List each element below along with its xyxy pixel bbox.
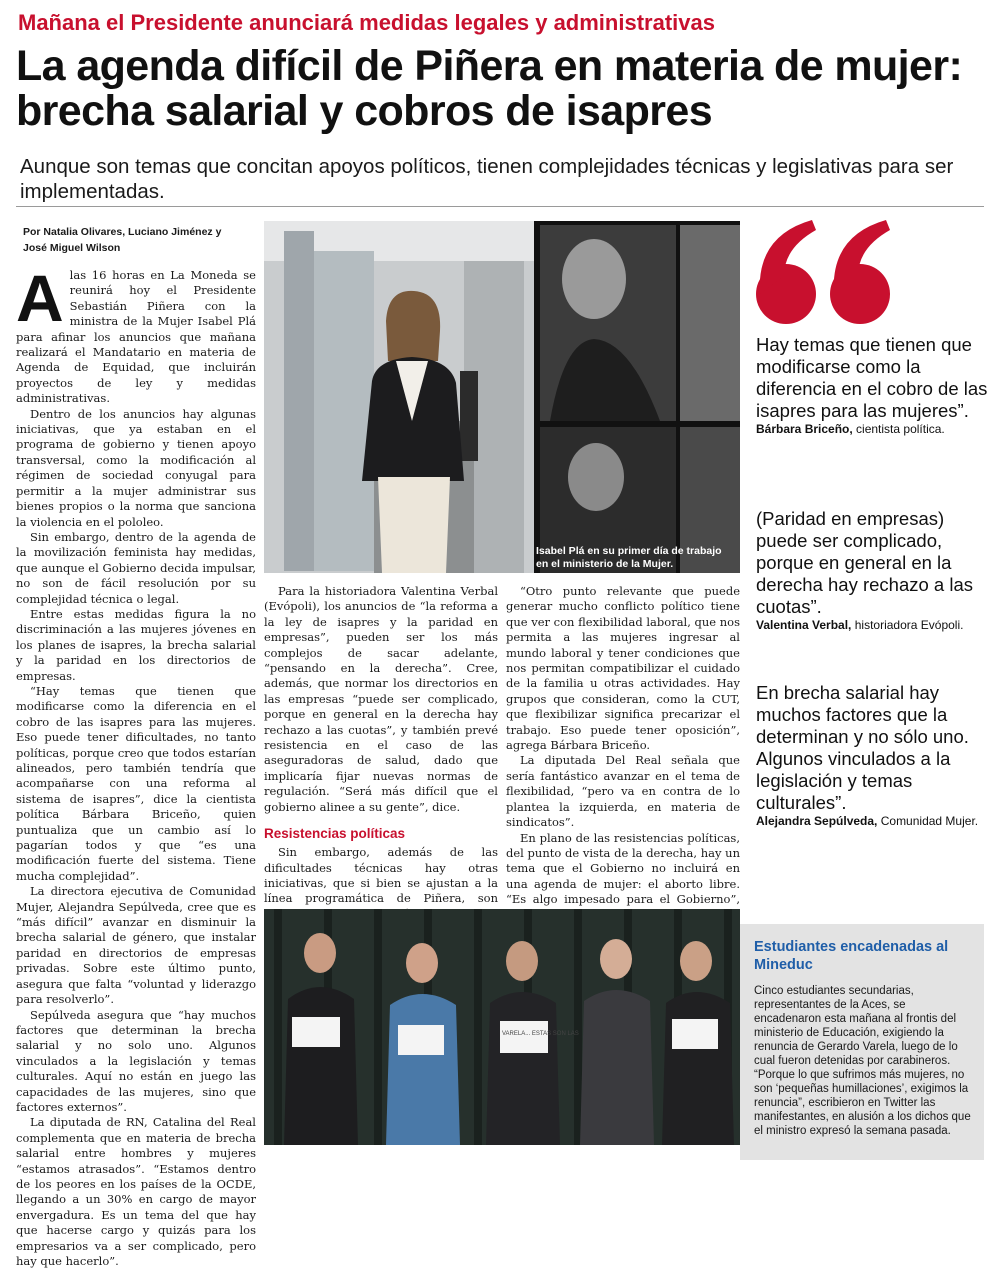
paragraph: las 16 horas en La Moneda se reunirá hoy el Presidente Sebastián Piñera con la ministra de la Mujer Isabel Plá para afinar los anuncios que mañana realizará el Mandatario en materia de Agenda de Equidad, que incluirán proyectos de ley y medidas administrativas. <box>16 268 256 406</box>
protest-sign-text: VARELA... ESTAS SON LAS <box>502 1031 579 1037</box>
pull-quote-name: Alejandra Sepúlveda, <box>756 814 878 828</box>
main-photo-caption: Isabel Plá en su primer día de trabajo en el ministerio de la Mujer. <box>536 545 722 570</box>
body-column-3 <box>506 584 740 938</box>
pull-quote-text: Hay temas que tienen que modificarse como la diferencia en el cobro de las isapres para las mujeres”. <box>756 334 988 421</box>
section-subhead: Resistencias políticas <box>264 826 406 842</box>
paragraph: “Otro punto relevante que puede generar mucho conflicto político tiene que ver con flexibilidad laboral, que nos permita a las mujeres ingresar al mundo laboral y tener condiciones que nos permitan compatibilizar el cuidado de la familia u otras actividades. Hay grupos que consideran, como la CUT, que flexibilizar significa precarizar el trabajo. Eso puede tener oposición”, agrega Bárbara Briceño. <box>506 584 741 753</box>
paragraph: La directora ejecutiva de Comunidad Mujer, Alejandra Sepúlveda, cree que es “más difícil” avanzar en disminuir la brecha salarial de género, que instalar paridad en directorios de empresas privadas. Sobre este último punto, asegura que falta “voluntad y liderazgo para resolverlo”. <box>16 884 256 1007</box>
main-photo-illustration <box>264 221 740 573</box>
header-rule <box>16 206 984 207</box>
pull-quote-text: En brecha salarial hay muchos factores que la determinan y no sólo uno. Algunos vinculados a la legislación y temas culturales”. <box>756 682 969 813</box>
pull-quote-attribution <box>756 814 988 829</box>
pull-quote <box>756 682 988 829</box>
pull-quote-text: (Paridad en empresas) puede ser complicado, porque en general en la derecha hay rechazo a las cuotas”. <box>756 508 973 617</box>
sidebar-box <box>740 924 984 1160</box>
pull-quote-role: cientista política. <box>852 422 945 436</box>
body-column-1 <box>16 261 256 1269</box>
paragraph: “Hay temas que tienen que modificarse como la diferencia en el cobro de las isapres para las mujeres. Eso puede tener dificultades, no tanto políticas, porque creo que todos estarían alineados, pero también tendría que acompañarse con una reforma al sistema de isapres”, dice la cientista política Bárbara Briceño, quien puntualiza que un cambio así lo pagarían todos y que “es una modificación fuerte del sistema. Tiene mucha complejidad”. <box>16 683 256 883</box>
quote-mark-icon <box>754 214 894 326</box>
drop-cap: A <box>16 261 64 335</box>
sidebar-body: Cinco estudiantes secundarias, representantes de la Aces, se encadenaron esta mañana al frontis del ministerio de Educación, exigiendo la renuncia de Gerardo Varela, luego de lo cual fueron detenidas por carabineros. “Porque lo que sufrimos más mujeres, no son ‘pequeñas humillaciones’, exigimos la renuncia”, escribieron en Twitter las manifestantes, en alusión a los dichos que el ministro expresó la semana pasada. <box>754 985 971 1137</box>
paragraph: Dentro de los anuncios hay algunas iniciativas, que ya estaban en el programa de gobierno y tienen apoyo transversal, como la modificación al régimen de sociedad conyugal para permitir a la mujer administrar sus bienes propios o la norma que sanciona la violencia en el pololeo. <box>16 406 256 529</box>
pull-quote-name: Valentina Verbal, <box>756 618 852 632</box>
byline <box>23 224 258 256</box>
main-photo <box>264 221 740 573</box>
paragraph: Entre estas medidas figura la no discriminación a las mujeres jóvenes en los planes de isapres, la brecha salarial y la paridad en los directorios de empresas. <box>16 606 256 683</box>
pull-quote-attribution <box>756 618 988 633</box>
pull-quote-role: Comunidad Mujer. <box>877 814 979 828</box>
sidebar-title: Estudiantes encadenadas al Mineduc <box>754 939 949 973</box>
protest-photo-illustration <box>264 909 740 1145</box>
paragraph: Sin embargo, además de las dificultades técnicas hay otras iniciativas, que si bien se ajustan a la línea programática de Piñera, son <box>264 845 498 906</box>
bottom-photo <box>264 909 740 1145</box>
dek: Aunque son temas que concitan apoyos políticos, tienen complejidades técnicas y legislativas para ser implementadas. <box>20 155 954 203</box>
pull-quote-role: historiadora Evópoli. <box>851 618 964 632</box>
paragraph: Sepúlveda asegura que “hay muchos factores que determinan la brecha salarial y no solo uno. Algunos vinculados a la legislación y temas culturales. Aquí no están en juego las capacidades de las mujeres, sino que factores externos”. <box>16 1007 256 1114</box>
headline: La agenda difícil de Piñera en materia de mujer: brecha salarial y cobros de isapres <box>16 42 963 135</box>
paragraph: En plano de las resistencias políticas, del punto de vista de la derecha, hay un tema que el Gobierno no incluirá en una agenda de mujer: el aborto libre. “Es algo impesado para el Gobierno”, <box>506 830 740 907</box>
pull-quote <box>756 508 988 633</box>
pull-quote <box>756 334 988 437</box>
pull-quote-name: Bárbara Briceño, <box>756 422 853 436</box>
pull-quote-attribution <box>756 422 988 437</box>
body-column-2 <box>264 584 498 922</box>
paragraph: La diputada Del Real señala que sería fantástico avanzar en el tema de flexibilidad, “pero va en contra de lo plantea la izquierda, en materia de sindicatos”. <box>506 753 740 830</box>
byline-line-2: José Miguel Wilson <box>23 242 121 254</box>
paragraph: Para la historiadora Valentina Verbal (Evópoli), los anuncios de “la reforma a la ley de isapres y la paridad en empresas”, pueden ser los más complejos de sacar adelante, “pensando en la derecha”. Cree, además, que normar los directorios en las empresas “puede ser complicado, porque en general en la derecha hay rechazo a las cuotas”, y también prevé resistencia en el caso de las aseguradoras de salud, dado que implicaría fijar nuevas normas de regulación. “Será más difícil que el gobierno alinee a su gente”, dice. <box>264 584 498 814</box>
byline-line-1: Por Natalia Olivares, Luciano Jiménez y <box>23 226 222 238</box>
kicker: Mañana el Presidente anunciará medidas legales y administrativas <box>18 10 715 35</box>
paragraph: Sin embargo, dentro de la agenda de la movilización feminista hay medidas, que aunque el Gobierno decida impulsar, no son de fácil resolución por su complejidad técnica o legal. <box>16 529 256 606</box>
paragraph: La diputada de RN, Catalina del Real complementa que en materia de brecha salarial entre hombres y mujeres “estamos atrasados”. “Estamos dentro de los peores en los países de la OCDE, llegando a un 30% en cargo de mayor envergadura. Es un tema del que hay que hacerse cargo y quizás para los empresarios va a ser complicado, pero hay que hacerlo”. <box>16 1115 256 1268</box>
